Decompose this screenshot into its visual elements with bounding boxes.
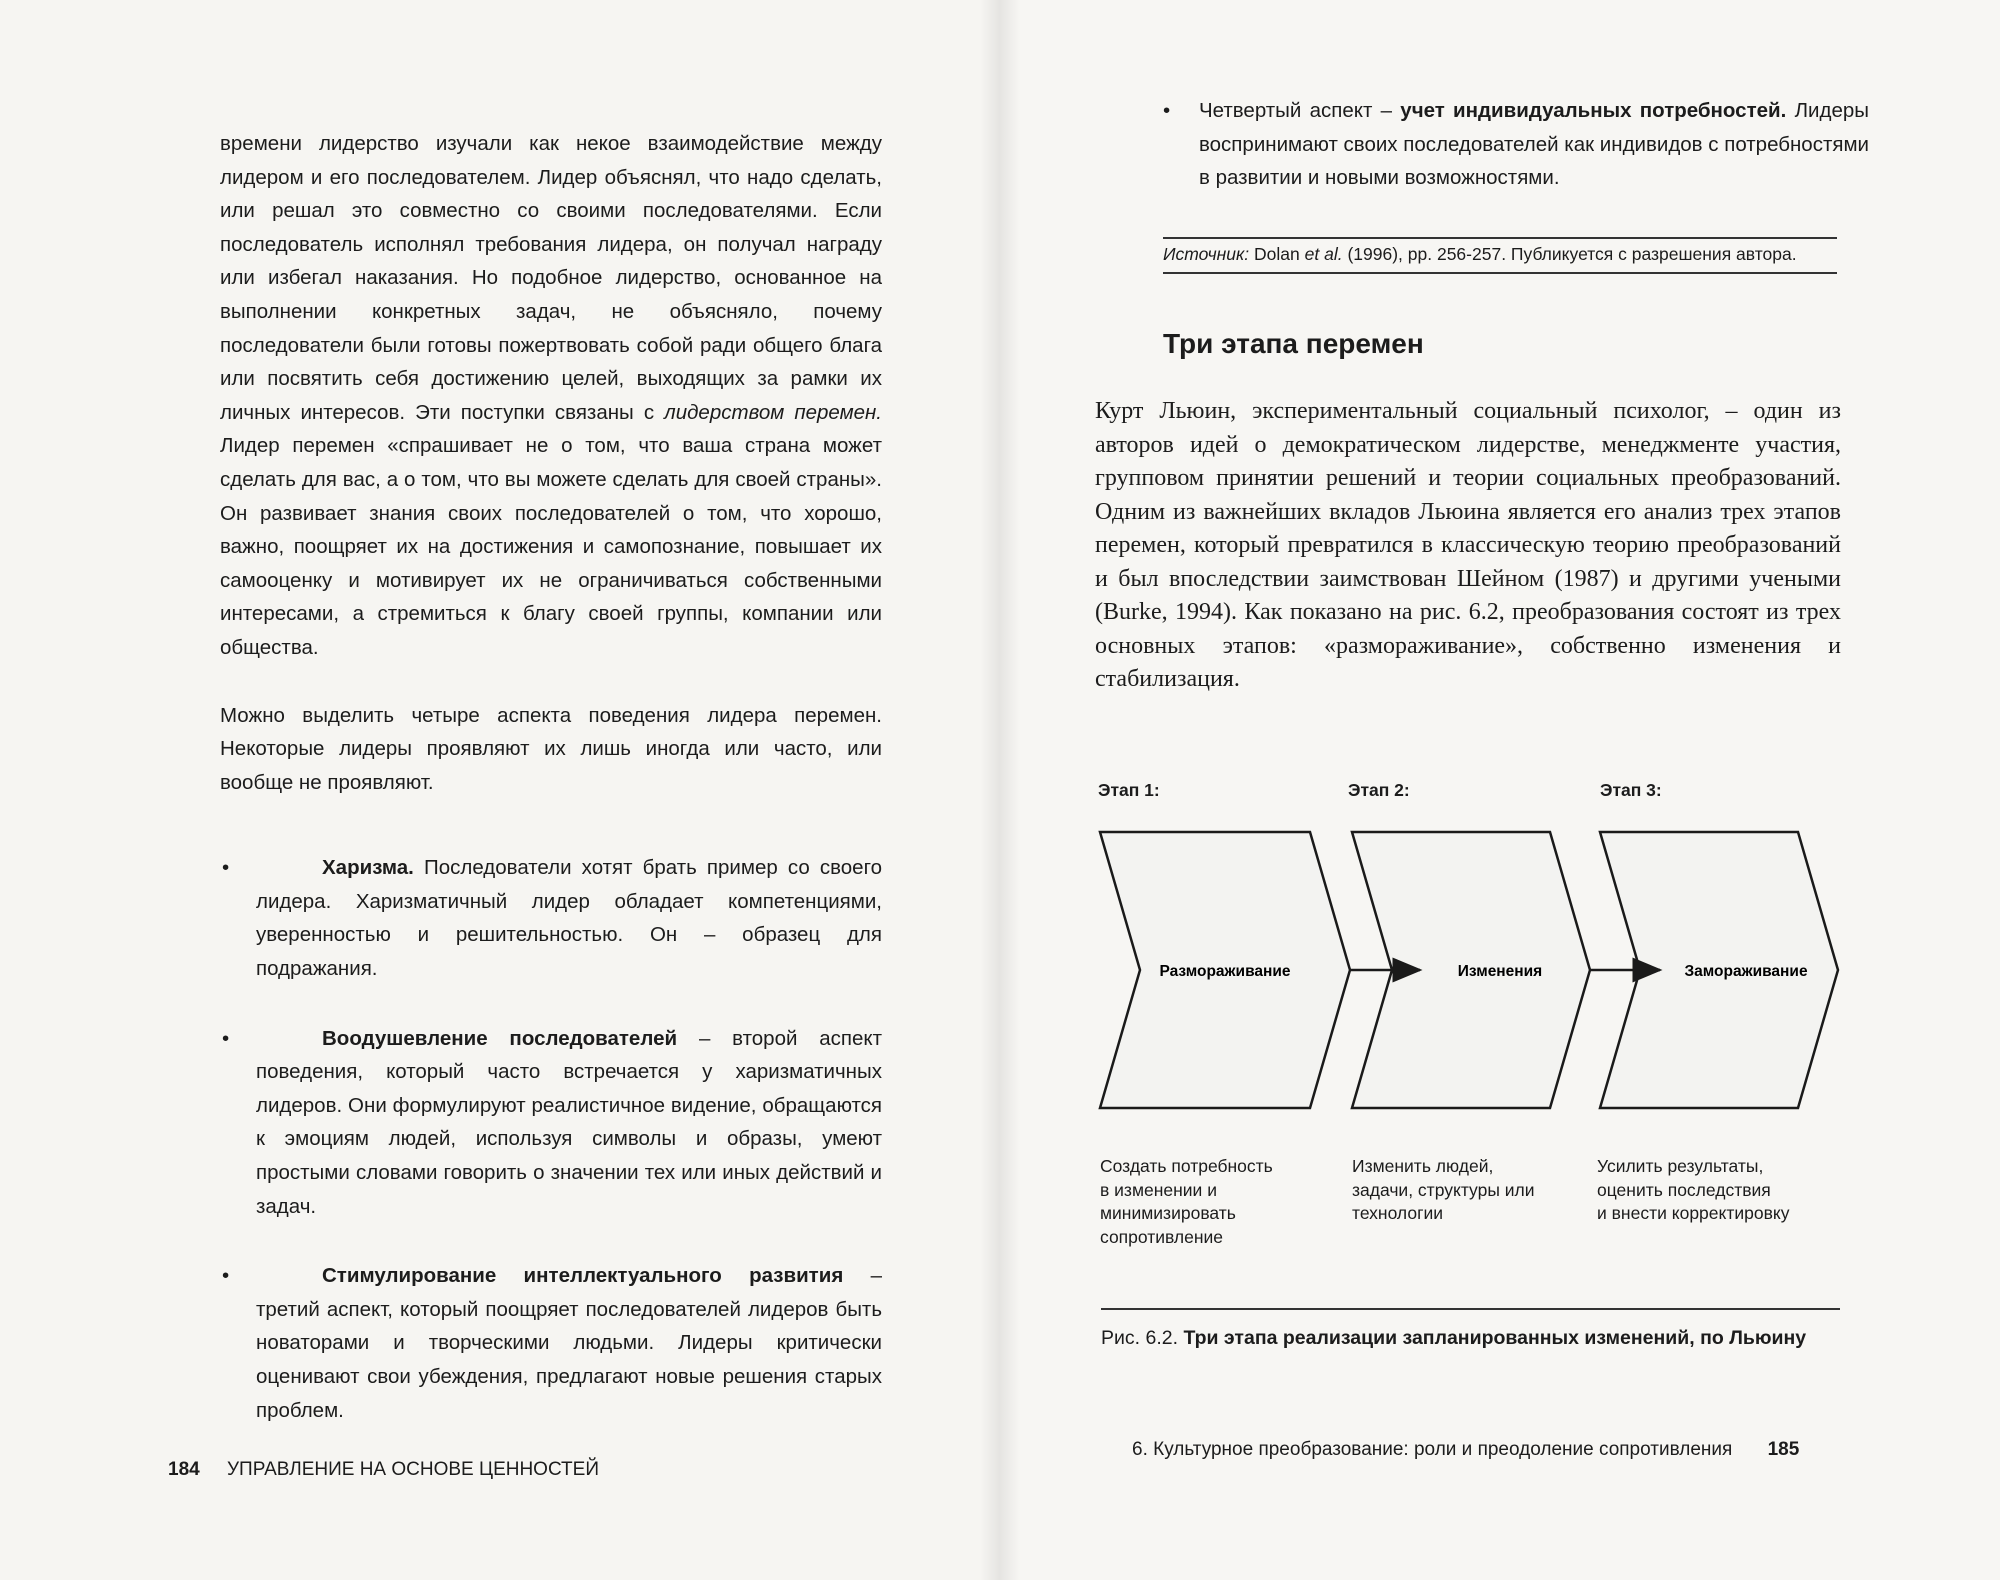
- bullet-dot: •: [222, 1264, 230, 1288]
- stage-3-name: Замораживание: [1684, 963, 1808, 980]
- stage-1-label: Этап 1:: [1098, 780, 1160, 800]
- aspect-text: – второй аспект поведения, который часто встречается у харизматичных лидеров. Они формулируют реалистичное видение, обращаются к эмоциям людей, используя символы и образы, умеют простыми словами говорить о значении тех или иных действий и задач.: [256, 1026, 882, 1218]
- aspect-charisma: [220, 851, 882, 985]
- section-body: Курт Льюин, экспериментальный социальный психолог, – один из авторов идей о демократическом лидерстве, менеджменте участия, групповом принятии решений и теории социальных преобразований. Одним из важнейших вкладов Льюина является его анализ трех этапов перемен, который превратился в классическую теорию преобразований и был впоследствии заимствован Шейном (1987) и другими учеными (Burke, 1994). Как показано на рис. 6.2, преобразования состоят из трех основных этапов: «размораживание», собственно изменения и стабилизация.: [1095, 398, 1841, 692]
- bullet-dot: •: [222, 1026, 230, 1050]
- aspect-term: Харизма.: [322, 856, 414, 880]
- figure-rule: [1101, 1308, 1840, 1310]
- left-page-footer: [168, 1459, 599, 1481]
- aspect-inspiration: [220, 1022, 882, 1224]
- stage-1-name: Размораживание: [1159, 963, 1291, 980]
- aspect-text: – третий аспект, который поощряет последователей лидеров быть новаторами и творческими людьми. Лидеры критически оценивают свои убеждения, предлагают новые решения старых проблем.: [256, 1264, 882, 1422]
- running-title: УПРАВЛЕНИЕ НА ОСНОВЕ ЦЕННОСТЕЙ: [226, 1459, 599, 1480]
- aspect-term: Воодушевление последователей: [322, 1026, 678, 1050]
- right-page-footer: [1132, 1439, 1799, 1461]
- stage-3-description: Усилить результаты, оценить последствия и внести корректировку: [1597, 1156, 1790, 1223]
- aspect-term: учет индивидуальных потребностей.: [1400, 99, 1787, 122]
- source-note: Источник: Dolan et al. (1996), pp. 256-257. Публикуется с разрешения автора.: [1163, 237, 1837, 274]
- bullet-dot: •: [1163, 99, 1171, 122]
- stage-3-label: Этап 3:: [1600, 780, 1662, 800]
- paragraph-four-aspects: Можно выделить четыре аспекта поведения лидера перемен. Некоторые лидеры проявляют их лишь иногда или часто, или вообще не проявляют.: [220, 703, 882, 794]
- page-number: 184: [168, 1459, 200, 1480]
- left-page-body: [220, 127, 882, 1427]
- stage-1-description: Создать потребность в изменении и минимизировать сопротивление: [1100, 1156, 1273, 1247]
- bullet-dot: •: [222, 856, 230, 880]
- three-stage-chevron-diagram: [1098, 830, 1848, 1120]
- page-number: 185: [1767, 1439, 1800, 1460]
- stage-2-label: Этап 2:: [1348, 780, 1410, 800]
- book-gutter: [980, 0, 1020, 1580]
- running-title: 6. Культурное преобразование: роли и преодоление сопротивления: [1132, 1439, 1733, 1460]
- paragraph-transformational-leadership: времени лидерство изучали как некое взаимодействие между лидером и его последователем. Лидер объяснял, что надо сделать, или решал это совместно со своими последователями. Если последователь исполнял требования лидера, он получал награду или избегал наказания. Но подобное лидерство, основанное на выполнении конкретных задач, не объясняло, почему последователи были готовы пожертвовать собой ради общего блага или посвятить себя достижению целей, выходящих за рамки их личных интересов. Эти поступки связаны с лидерством перемен. Лидер перемен «спрашивает не о том, что ваша страна может сделать для вас, а о том, что вы можете сделать для своей страны». Он развивает знания своих последователей о том, что хорошо, важно, поощряет их на достижения и самопознание, повышает их самооценку и мотивирует их не ограничиваться собственными интересами, а стремиться к благу своей группы, компании или общества.: [220, 132, 883, 659]
- aspects-list: [220, 851, 882, 1427]
- aspect-text: Последователи хотят брать пример со своего лидера. Харизматичный лидер обладает компетенциями, уверенностью и решительностью. Он – образец для подражания.: [256, 856, 882, 981]
- section-heading: Три этапа перемен: [1163, 328, 1424, 359]
- stage-2-description: Изменить людей, задачи, структуры или технологии: [1352, 1156, 1535, 1223]
- aspect-intellectual-stimulation: [220, 1259, 882, 1427]
- stage-2-name: Изменения: [1457, 963, 1543, 980]
- aspect-term: Стимулирование интеллектуального развития: [322, 1264, 844, 1288]
- aspect-text: Лидеры воспринимают своих последователей как индивидов с потребностями в развитии и новыми возможностями.: [1199, 99, 1869, 190]
- aspect-individual-consideration: • Четвертый аспект – учет индивидуальных потребностей. Лидеры воспринимают своих последователей как индивидов с потребностями в развитии и новыми возможностями.: [1163, 94, 1869, 195]
- figure-caption: Рис. 6.2. Три этапа реализации запланированных изменений, по Льюину: [1101, 1327, 1807, 1349]
